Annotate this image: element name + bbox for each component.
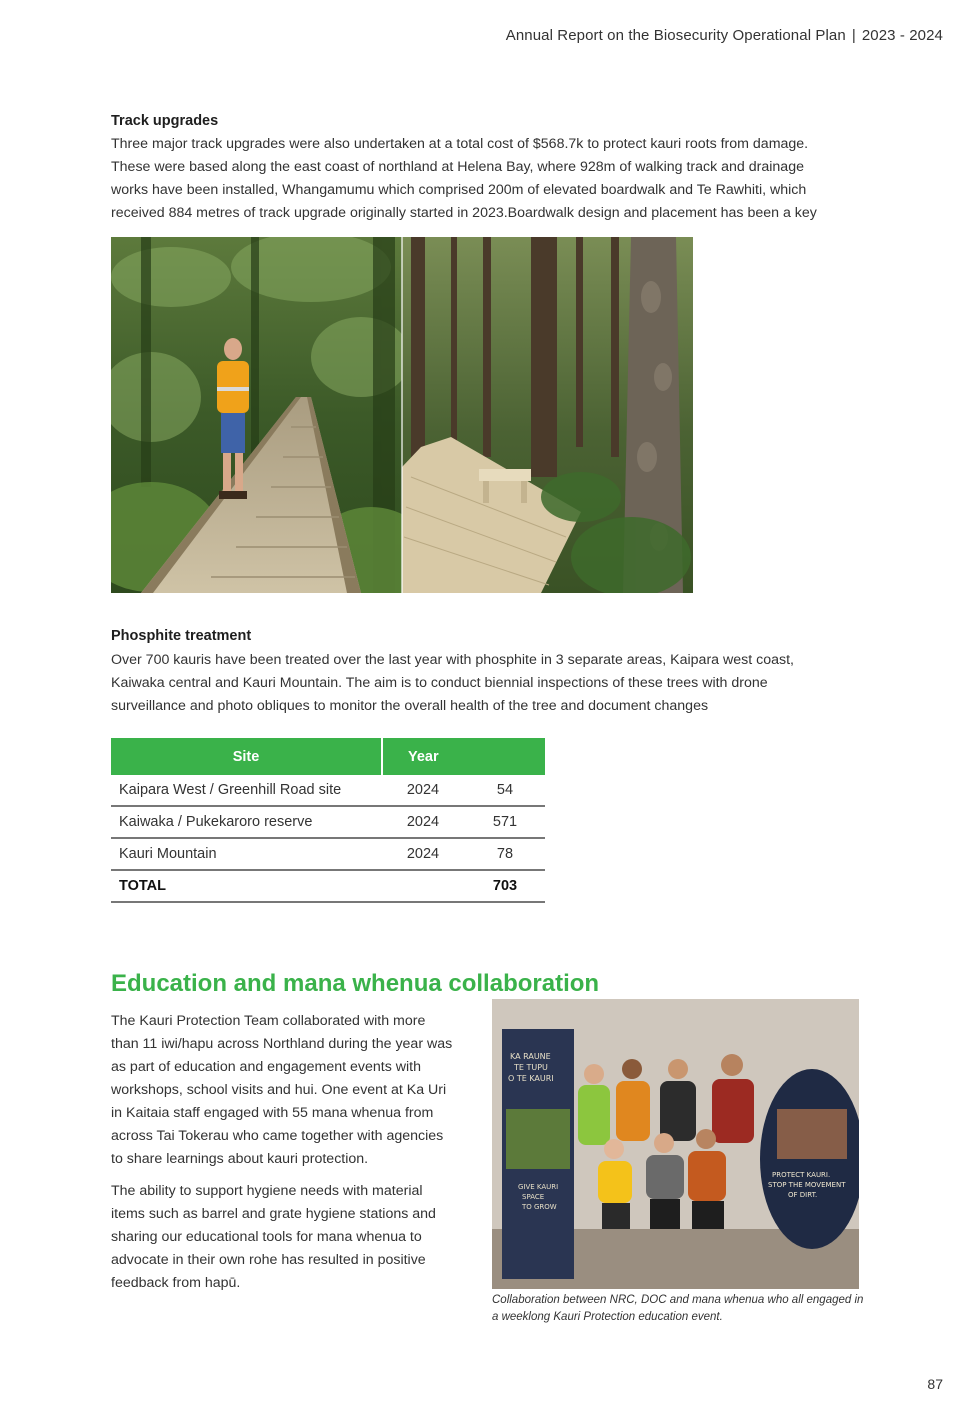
- caption-line: Collaboration between NRC, DOC and mana whenua who all engaged in: [492, 1294, 864, 1306]
- year-cell: 2024: [382, 838, 464, 870]
- paragraph-line: The Kauri Protection Team collaborated with more: [111, 1013, 426, 1029]
- report-period: 2023 - 2024: [861, 27, 943, 44]
- header-separator: |: [851, 27, 856, 44]
- phosphite-heading: Phosphite treatment: [111, 628, 252, 644]
- group-photo-caption: [492, 1292, 864, 1326]
- banner-line: KA RAUNE: [510, 1052, 551, 1061]
- banner-line: SPACE: [522, 1193, 545, 1201]
- track-upgrades-paragraph: [111, 133, 817, 225]
- total-count-cell: 703: [464, 870, 545, 902]
- banner-line: O TE KAURI: [508, 1074, 554, 1083]
- running-header: [506, 27, 943, 44]
- year-column-header: Year: [382, 738, 545, 775]
- education-paragraph-1: [111, 1010, 481, 1171]
- group-photo: [492, 999, 859, 1289]
- paragraph-line: items such as barrel and grate hygiene stations and: [111, 1206, 436, 1222]
- phosphite-table: [111, 738, 545, 903]
- site-cell: Kaiwaka / Pukekaroro reserve: [111, 806, 382, 838]
- page-number: 87: [927, 1376, 943, 1392]
- banner-line: STOP THE MOVEMENT: [768, 1181, 846, 1189]
- paragraph-line: to share learnings about kauri protection.: [111, 1151, 369, 1167]
- banner-line: TE TUPU: [514, 1063, 548, 1072]
- report-title: Annual Report on the Biosecurity Operational Plan: [505, 27, 846, 44]
- paragraph-line: Over 700 kauris have been treated over the last year with phosphite in 3 separate areas, Kaipara west coast,: [111, 652, 794, 668]
- year-cell: 2024: [382, 775, 464, 806]
- boardwalk-photo: [111, 237, 693, 593]
- paragraph-line: works have been installed, Whangamumu which comprised 200m of elevated boardwalk and Te Rawhiti, which: [111, 182, 807, 198]
- paragraph-line: Kaiwaka central and Kauri Mountain. The aim is to conduct biennial inspections of these trees with drone: [111, 675, 768, 691]
- banner-line: OF DIRT.: [788, 1191, 818, 1199]
- paragraph-line: across Tai Tokerau who came together with agencies: [111, 1128, 444, 1144]
- banner-line: TO GROW: [522, 1203, 557, 1211]
- paragraph-line: Three major track upgrades were also undertaken at a total cost of $568.7k to protect kauri roots from damage.: [111, 136, 809, 152]
- paragraph-line: in Kaitaia staff engaged with 55 mana whenua from: [111, 1105, 434, 1121]
- site-cell: Kauri Mountain: [111, 838, 382, 870]
- paragraph-line: sharing our educational tools for mana whenua to: [111, 1229, 422, 1245]
- total-label-cell: TOTAL: [111, 870, 382, 902]
- paragraph-line: surveillance and photo obliques to monitor the overall health of the tree and document changes: [111, 698, 709, 714]
- paragraph-line: received 884 metres of track upgrade originally started in 2023.Boardwalk design and placement has been a key: [111, 205, 817, 221]
- paragraph-line: as part of education and engagement events with: [111, 1059, 421, 1075]
- paragraph-line: These were based along the east coast of northland at Helena Bay, where 928m of walking track and drainage: [111, 159, 804, 175]
- caption-line: a weeklong Kauri Protection education event.: [492, 1311, 723, 1323]
- paragraph-line: feedback from hapū.: [111, 1275, 241, 1291]
- paragraph-line: The ability to support hygiene needs with material: [111, 1183, 423, 1199]
- table-row: [111, 806, 545, 838]
- education-heading: Education and mana whenua collaboration: [111, 970, 600, 997]
- education-paragraph-2: [111, 1180, 481, 1295]
- paragraph-line: workshops, school visits and hui. One event at Ka Uri: [111, 1082, 447, 1098]
- table-header-row: [111, 738, 545, 775]
- site-cell: Kaipara West / Greenhill Road site: [111, 775, 382, 806]
- phosphite-paragraph: [111, 649, 794, 718]
- track-upgrades-heading: Track upgrades: [111, 113, 219, 129]
- count-cell: 78: [464, 838, 545, 870]
- total-year-cell: [382, 870, 464, 902]
- site-column-header: Site: [111, 738, 382, 775]
- paragraph-line: than 11 iwi/hapu across Northland during the year was: [111, 1036, 453, 1052]
- banner-line: PROTECT KAURI.: [772, 1171, 831, 1179]
- table-row: [111, 838, 545, 870]
- table-row: [111, 775, 545, 806]
- count-cell: 571: [464, 806, 545, 838]
- table-total-row: [111, 870, 545, 902]
- year-cell: 2024: [382, 806, 464, 838]
- banner-line: GIVE KAURI: [518, 1183, 559, 1191]
- paragraph-line: advocate in their own rohe has resulted in positive: [111, 1252, 426, 1268]
- count-cell: 54: [464, 775, 545, 806]
